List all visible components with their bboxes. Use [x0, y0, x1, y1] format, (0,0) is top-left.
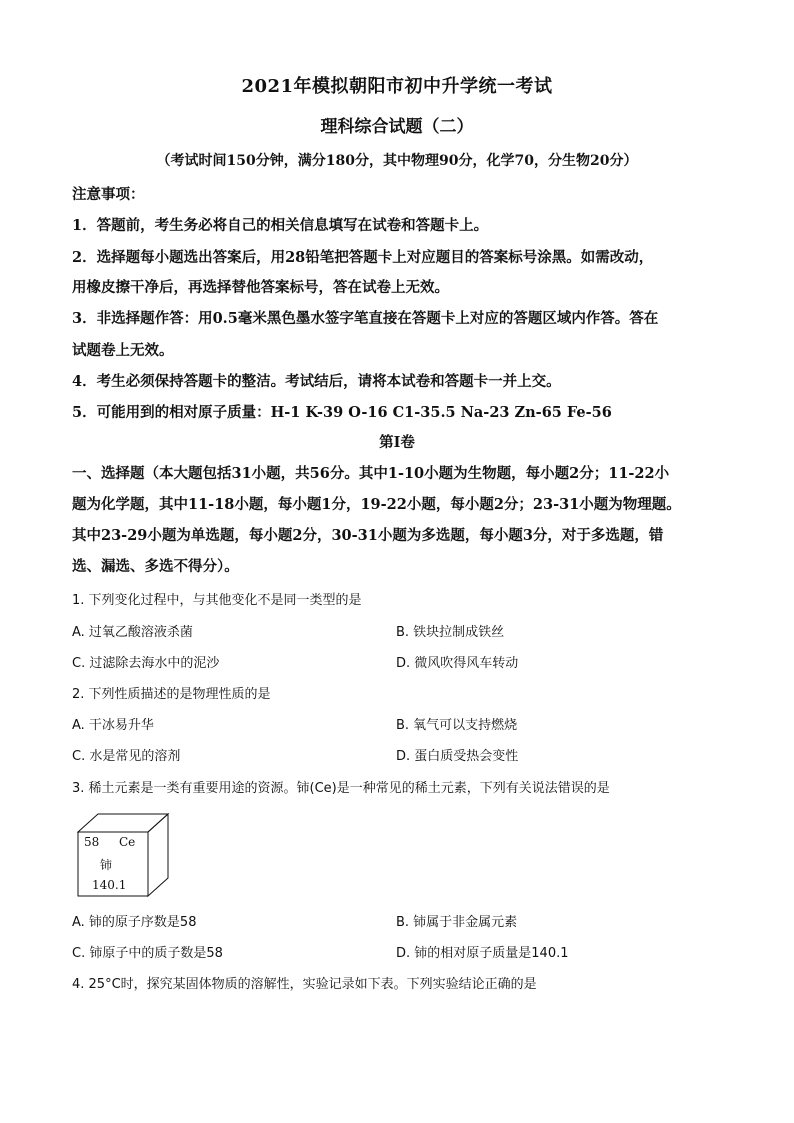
exam-subject: 理科综合试题（二）	[320, 117, 474, 137]
element-atomic-number: 58	[84, 835, 100, 849]
section-intro-4: 选、漏选、多选不得分）。	[72, 558, 239, 575]
question-1-option-b: B. 铁块拉制成铁丝	[396, 625, 505, 640]
element-cell-cube	[76, 812, 176, 898]
notice-heading: 注意事项：	[72, 186, 145, 203]
question-2-stem: 2. 下列性质描述的是物理性质的是	[72, 687, 271, 702]
question-2-option-d: D. 蛋白质受热会变性	[396, 749, 519, 764]
section-intro-3: 其中23-29小题为单选题，每小题2分，30-31小题为多选题，每小题3分，对于多选题，错	[72, 527, 664, 544]
question-2-option-c: C. 水是常见的溶剂	[72, 749, 181, 764]
question-1-option-c: C. 过滤除去海水中的泥沙	[72, 656, 220, 671]
question-1-option-a: A. 过氧乙酸溶液杀菌	[72, 625, 193, 640]
notice-line-2: 2．选择题每小题选出答案后，用28铅笔把答题卡上对应题目的答案标号涂黑。如需改动，	[72, 249, 654, 266]
question-1-stem: 1. 下列变化过程中，与其他变化不是同一类型的是	[72, 593, 362, 608]
question-4-stem: 4. 25°C时，探究某固体物质的溶解性，实验记录如下表。下列实验结论正确的是	[72, 977, 537, 992]
section-title: 第Ⅰ卷	[379, 434, 415, 451]
section-intro-1: 一、选择题（本大题包括31小题，共56分。其中1-10小题为生物题，每小题2分；11-22小	[72, 465, 670, 482]
notice-line-5: 5．可能用到的相对原子质量：H-1 K-39 O-16 C1-35.5 Na-23 Zn-65 Fe-56	[72, 404, 612, 421]
element-name: 铈	[100, 858, 113, 872]
notice-line-2-cont: 用橡皮擦干净后，再选择替他答案标号，答在试卷上无效。	[72, 279, 449, 296]
exam-title: 2021年模拟朝阳市初中升学统一考试	[241, 76, 553, 97]
question-3-option-a: A. 铈的原子序数是58	[72, 915, 197, 930]
question-3-option-d: D. 铈的相对原子质量是140.1	[396, 946, 569, 961]
notice-line-3: 3．非选择题作答：用0.5毫米黑色墨水签字笔直接在答题卡上对应的答题区域内作答。答在	[72, 310, 659, 327]
notice-line-4: 4．考生必须保持答题卡的整洁。考试结后，请将本试卷和答题卡一并上交。	[72, 373, 561, 390]
notice-line-3-cont: 试题卷上无效。	[72, 342, 174, 359]
question-2-option-a: A. 干冰易升华	[72, 718, 154, 733]
exam-info: （考试时间150分钟，满分180分，其中物理90分，化学70，分生物20分）	[156, 153, 638, 169]
question-3-stem: 3. 稀土元素是一类有重要用途的资源。铈(Ce)是一种常见的稀土元素，下列有关说法错误的是	[72, 781, 610, 796]
question-3-option-c: C. 铈原子中的质子数是58	[72, 946, 223, 961]
section-intro-2: 题为化学题，其中11-18小题，每小题1分，19-22小题，每小题2分；23-31小题为物理题。	[72, 496, 681, 513]
element-mass: 140.1	[92, 878, 127, 892]
question-1-option-d: D. 微风吹得风车转动	[396, 656, 519, 671]
question-2-option-b: B. 氧气可以支持燃烧	[396, 718, 518, 733]
notice-line-1: 1．答题前，考生务必将自己的相关信息填写在试卷和答题卡上。	[72, 217, 489, 234]
element-symbol: Ce	[119, 835, 136, 849]
question-3-option-b: B. 铈属于非金属元素	[396, 915, 518, 930]
